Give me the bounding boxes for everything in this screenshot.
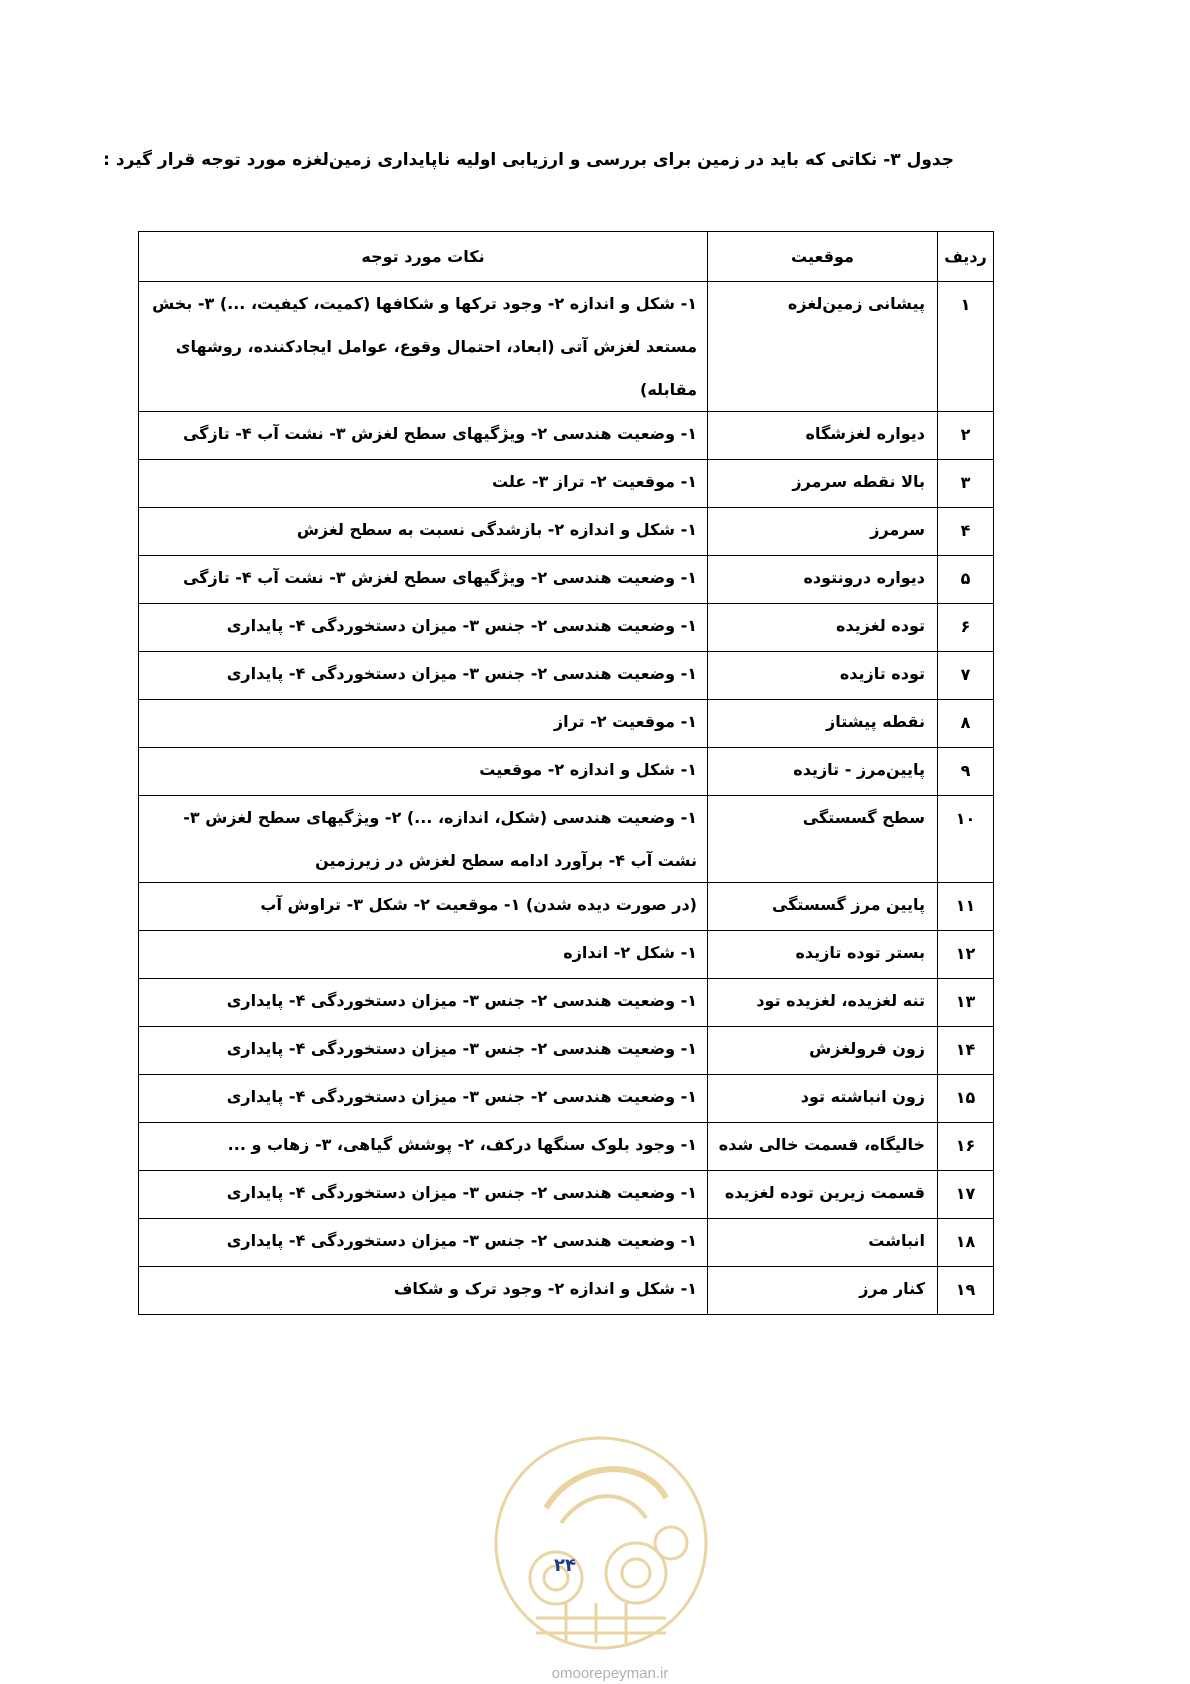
row-points: ۱- وضعیت هندسی ۲- جنس ۳- میزان دستخوردگی ۴- پایداری bbox=[139, 1027, 708, 1075]
row-location: زون انباشته تود bbox=[708, 1075, 938, 1123]
table-row bbox=[139, 282, 994, 412]
row-location: توده تازیده bbox=[708, 652, 938, 700]
table-row bbox=[139, 508, 994, 556]
row-index: ۱۰ bbox=[938, 796, 994, 883]
row-index: ۹ bbox=[938, 748, 994, 796]
row-points: ۱- شکل و اندازه ۲- وجود ترک و شکاف bbox=[139, 1267, 708, 1315]
row-points: (در صورت دیده شدن) ۱- موقعیت ۲- شکل ۳- تراوش آب bbox=[139, 883, 708, 931]
row-index: ۶ bbox=[938, 604, 994, 652]
row-index: ۲ bbox=[938, 412, 994, 460]
row-index: ۱۹ bbox=[938, 1267, 994, 1315]
row-index: ۵ bbox=[938, 556, 994, 604]
row-location: دیواره لغزشگاه bbox=[708, 412, 938, 460]
header-index: ردیف bbox=[938, 232, 994, 282]
table-row bbox=[139, 556, 994, 604]
row-index: ۳ bbox=[938, 460, 994, 508]
row-index: ۱۴ bbox=[938, 1027, 994, 1075]
row-points: ۱- وضعیت هندسی (شکل، اندازه، ...) ۲- ویژگیهای سطح لغزش ۳- نشت آب ۴- برآورد ادامه سطح لغزش در زیرزمین bbox=[139, 796, 708, 883]
row-location: سرمرز bbox=[708, 508, 938, 556]
row-index: ۱۳ bbox=[938, 979, 994, 1027]
header-points: نکات مورد توجه bbox=[139, 232, 708, 282]
row-location: خالیگاه، قسمت خالی شده bbox=[708, 1123, 938, 1171]
row-points: ۱- موقعیت ۲- تراز ۳- علت bbox=[139, 460, 708, 508]
table-row bbox=[139, 883, 994, 931]
table-caption: جدول ۳- نکاتی که باید در زمین برای بررسی و ارزیابی اولیه ناپایداری زمین‌لغزه مورد توجه قرار گیرد : bbox=[103, 150, 954, 170]
row-points: ۱- موقعیت ۲- تراز bbox=[139, 700, 708, 748]
table-row bbox=[139, 931, 994, 979]
header-location: موقعیت bbox=[708, 232, 938, 282]
row-location: توده لغزیده bbox=[708, 604, 938, 652]
row-index: ۱۵ bbox=[938, 1075, 994, 1123]
row-index: ۱۶ bbox=[938, 1123, 994, 1171]
table-row bbox=[139, 1123, 994, 1171]
row-points: ۱- وضعیت هندسی ۲- جنس ۳- میزان دستخوردگی ۴- پایداری bbox=[139, 652, 708, 700]
row-points: ۱- وضعیت هندسی ۲- جنس ۳- میزان دستخوردگی ۴- پایداری bbox=[139, 979, 708, 1027]
row-index: ۴ bbox=[938, 508, 994, 556]
row-index: ۱۲ bbox=[938, 931, 994, 979]
row-points: ۱- وضعیت هندسی ۲- جنس ۳- میزان دستخوردگی ۴- پایداری bbox=[139, 1219, 708, 1267]
watermark-site: omoorepeyman.ir bbox=[551, 1665, 669, 1682]
row-points: ۱- شکل و اندازه ۲- موقعیت bbox=[139, 748, 708, 796]
table-row bbox=[139, 1075, 994, 1123]
table-row bbox=[139, 979, 994, 1027]
row-location: کنار مرز bbox=[708, 1267, 938, 1315]
table-row bbox=[139, 796, 994, 883]
row-location: انباشت bbox=[708, 1219, 938, 1267]
table-row bbox=[139, 1171, 994, 1219]
row-points: ۱- وضعیت هندسی ۲- ویژگیهای سطح لغزش ۳- نشت آب ۴- تازگی bbox=[139, 556, 708, 604]
row-index: ۸ bbox=[938, 700, 994, 748]
row-points: ۱- وضعیت هندسی ۲- جنس ۳- میزان دستخوردگی ۴- پایداری bbox=[139, 604, 708, 652]
table-row bbox=[139, 412, 994, 460]
row-points: ۱- شکل ۲- اندازه bbox=[139, 931, 708, 979]
row-location: نقطه پیشتاز bbox=[708, 700, 938, 748]
row-index: ۱ bbox=[938, 282, 994, 412]
row-location: قسمت زیرین توده لغزیده bbox=[708, 1171, 938, 1219]
row-points: ۱- وضعیت هندسی ۲- ویژگیهای سطح لغزش ۳- نشت آب ۴- تازگی bbox=[139, 412, 708, 460]
table-row bbox=[139, 1027, 994, 1075]
row-location: بالا نقطه سرمرز bbox=[708, 460, 938, 508]
row-index: ۱۸ bbox=[938, 1219, 994, 1267]
row-location: پایین مرز گسستگی bbox=[708, 883, 938, 931]
table-row bbox=[139, 1267, 994, 1315]
row-index: ۱۱ bbox=[938, 883, 994, 931]
page-number: ۲۴ bbox=[554, 1555, 576, 1576]
table-header-row bbox=[139, 232, 994, 282]
table-row bbox=[139, 748, 994, 796]
row-index: ۱۷ bbox=[938, 1171, 994, 1219]
row-points: ۱- شکل و اندازه ۲- وجود ترکها و شکافها (کمیت، کیفیت، ...) ۳- بخش مستعد لغزش آتی (ابعاد، احتمال وقوع، عوامل ایجادکننده، روشهای مقابله) bbox=[139, 282, 708, 412]
table-row bbox=[139, 604, 994, 652]
row-points: ۱- شکل و اندازه ۲- بازشدگی نسبت به سطح لغزش bbox=[139, 508, 708, 556]
row-index: ۷ bbox=[938, 652, 994, 700]
row-points: ۱- وضعیت هندسی ۲- جنس ۳- میزان دستخوردگی ۴- پایداری bbox=[139, 1075, 708, 1123]
table-row bbox=[139, 652, 994, 700]
row-location: دیواره درونتوده bbox=[708, 556, 938, 604]
table-row bbox=[139, 460, 994, 508]
table-row bbox=[139, 1219, 994, 1267]
landslide-checklist-table bbox=[138, 231, 994, 1315]
row-points: ۱- وجود بلوک سنگها درکف، ۲- پوشش گیاهی، ۳- زهاب و ... bbox=[139, 1123, 708, 1171]
row-location: سطح گسستگی bbox=[708, 796, 938, 883]
row-location: زون فرولغزش bbox=[708, 1027, 938, 1075]
watermark-logo bbox=[486, 1428, 716, 1658]
row-location: پیشانی زمین‌لغزه bbox=[708, 282, 938, 412]
row-location: تنه لغزیده، لغزیده تود bbox=[708, 979, 938, 1027]
row-location: پایین‌مرز - تازیده bbox=[708, 748, 938, 796]
row-points: ۱- وضعیت هندسی ۲- جنس ۳- میزان دستخوردگی ۴- پایداری bbox=[139, 1171, 708, 1219]
row-location: بستر توده تازیده bbox=[708, 931, 938, 979]
table-row bbox=[139, 700, 994, 748]
